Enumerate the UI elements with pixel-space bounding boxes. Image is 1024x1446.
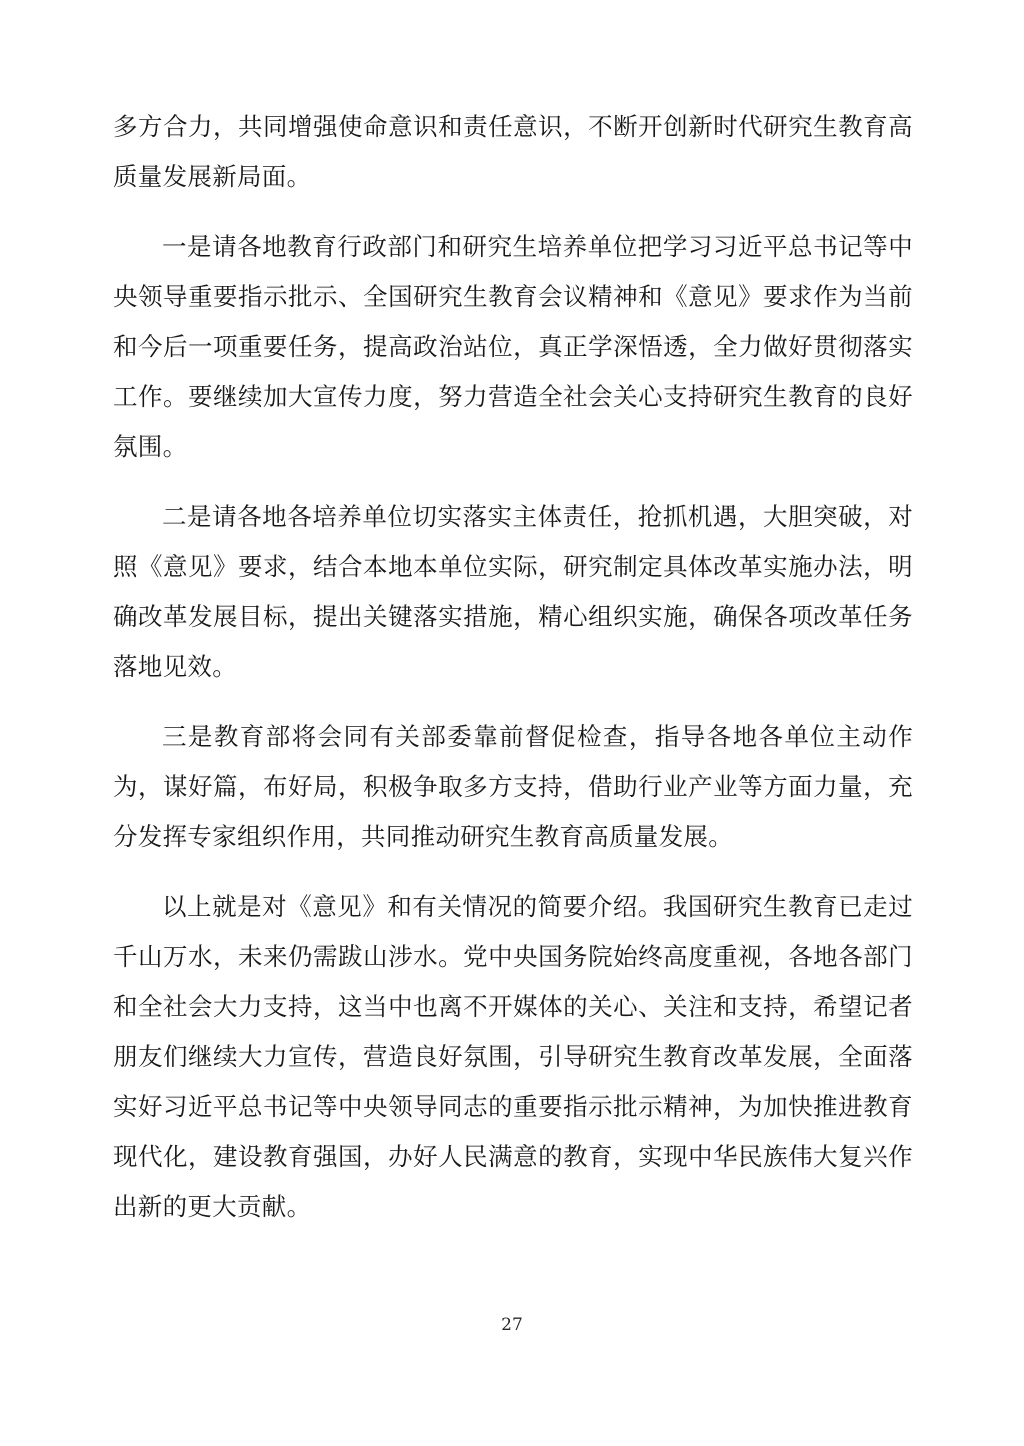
- page-number: 27: [501, 1315, 523, 1335]
- paragraph-4: 三是教育部将会同有关部委靠前督促检查，指导各地各单位主动作为，谋好篇，布好局，积极争取多方支持，借助行业产业等方面力量，充分发挥专家组织作用，共同推动研究生教育高质量发展。: [113, 722, 913, 851]
- paragraph-1: 多方合力，共同增强使命意识和责任意识，不断开创新时代研究生教育高质量发展新局面。: [113, 112, 913, 191]
- paragraph-2: 一是请各地教育行政部门和研究生培养单位把学习习近平总书记等中央领导重要指示批示、全国研究生教育会议精神和《意见》要求作为当前和今后一项重要任务，提高政治站位，真正学深悟透，全力做好贯彻落实工作。要继续加大宣传力度，努力营造全社会关心支持研究生教育的良好氛围。: [113, 232, 913, 461]
- paragraph-5: 以上就是对《意见》和有关情况的简要介绍。我国研究生教育已走过千山万水，未来仍需跋山涉水。党中央国务院始终高度重视，各地各部门和全社会大力支持，这当中也离不开媒体的关心、关注和支持，希望记者朋友们继续大力宣传，营造良好氛围，引导研究生教育改革发展，全面落实好习近平总书记等中央领导同志的重要指示批示精神，为加快推进教育现代化，建设教育强国，办好人民满意的教育，实现中华民族伟大复兴作出新的更大贡献。: [113, 892, 913, 1221]
- paragraph-3: 二是请各地各培养单位切实落实主体责任，抢抓机遇，大胆突破，对照《意见》要求，结合本地本单位实际，研究制定具体改革实施办法，明确改革发展目标，提出关键落实措施，精心组织实施，确保各项改革任务落地见效。: [113, 502, 913, 681]
- page-body: [113, 102, 913, 1232]
